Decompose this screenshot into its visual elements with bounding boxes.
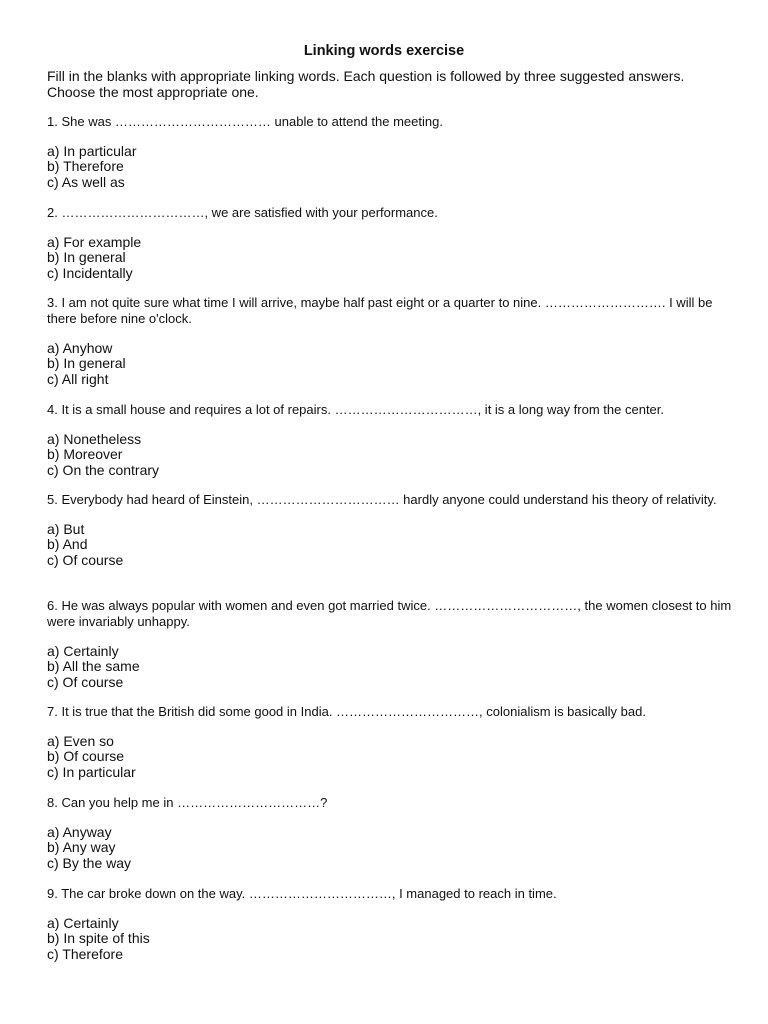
question-3-text: 3. I am not quite sure what time I will arrive, maybe half past eight or a quarter to nine. ………………………. I will be there before nine o'clock. <box>47 295 713 326</box>
option-c: c) Incidentally <box>47 264 133 281</box>
option-b: b) Of course <box>47 748 125 765</box>
option-b: b) Any way <box>47 839 116 856</box>
option-a: a) Certainly <box>47 643 119 659</box>
option-c: c) Of course <box>47 551 124 568</box>
option-b: b) Moreover <box>47 446 123 463</box>
question-8 <box>47 795 737 871</box>
option-a: a) Nonetheless <box>47 431 142 447</box>
question-5-text: 5. Everybody had heard of Einstein, …………………………… hardly anyone could understand his theory of relativity. <box>47 492 717 507</box>
question-6-text: 6. He was always popular with women and even got married twice. ……………………………, the women closest to him were invariably unhappy. <box>47 598 732 629</box>
question-9 <box>47 886 737 962</box>
question-1-options <box>47 144 737 190</box>
question-8-text: 8. Can you help me in ……………………………? <box>47 795 328 810</box>
option-c: c) Of course <box>47 673 124 690</box>
question-5 <box>47 492 737 568</box>
question-8-options <box>47 825 737 871</box>
option-c: c) In particular <box>47 763 136 780</box>
question-6 <box>47 598 737 690</box>
question-4 <box>47 402 737 478</box>
option-b: b) In general <box>47 355 126 372</box>
question-9-text: 9. The car broke down on the way. ……………………………, I managed to reach in time. <box>47 886 557 901</box>
option-c: c) Therefore <box>47 945 123 962</box>
question-1 <box>47 114 737 190</box>
question-4-options <box>47 432 737 478</box>
option-b: b) And <box>47 536 88 553</box>
question-6-options <box>47 644 737 690</box>
instructions: Fill in the blanks with appropriate linking words. Each question is followed by three suggested answers. Choose the most appropriate one. <box>47 68 685 100</box>
question-2-options <box>47 235 737 281</box>
option-a: a) Certainly <box>47 915 119 931</box>
option-a: a) In particular <box>47 143 137 159</box>
option-b: b) In spite of this <box>47 930 150 947</box>
option-b: b) In general <box>47 249 126 266</box>
question-7-text: 7. It is true that the British did some good in India. ……………………………, colonialism is basically bad. <box>47 704 646 719</box>
question-7-options <box>47 734 737 780</box>
option-c: c) As well as <box>47 173 125 190</box>
question-4-text: 4. It is a small house and requires a lot of repairs. ……………………………, it is a long way from the center. <box>47 402 665 417</box>
option-a: a) But <box>47 521 85 537</box>
option-a: a) Anyway <box>47 824 112 840</box>
option-c: c) On the contrary <box>47 461 160 478</box>
question-2-text: 2. ……………………………, we are satisfied with your performance. <box>47 205 438 220</box>
question-5-options <box>47 522 737 568</box>
option-b: b) All the same <box>47 658 140 675</box>
option-a: a) Anyhow <box>47 340 113 356</box>
question-7 <box>47 704 737 780</box>
option-a: a) For example <box>47 234 142 250</box>
option-c: c) By the way <box>47 854 132 871</box>
option-c: c) All right <box>47 370 109 387</box>
option-b: b) Therefore <box>47 158 124 175</box>
question-2 <box>47 205 737 281</box>
question-3-options <box>47 341 737 387</box>
option-a: a) Even so <box>47 733 114 749</box>
question-3 <box>47 295 737 387</box>
page-title: Linking words exercise <box>303 43 465 59</box>
question-1-text: 1. She was ……………………………… unable to attend the meeting. <box>47 114 443 129</box>
question-9-options <box>47 916 737 962</box>
